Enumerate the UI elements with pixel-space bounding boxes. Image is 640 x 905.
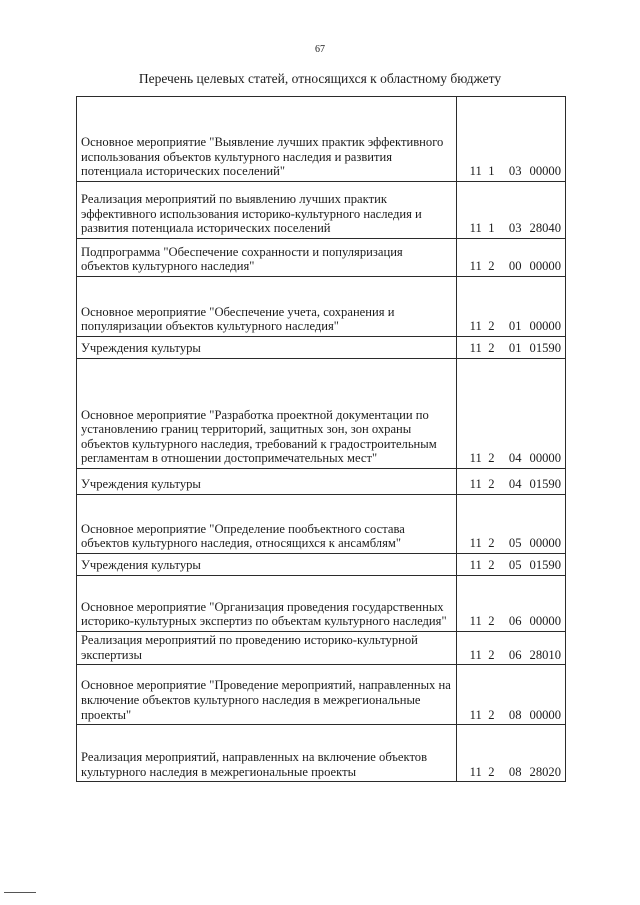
activity-code: 03 (508, 164, 522, 179)
program-code: 11 (469, 647, 482, 662)
row-code (457, 469, 566, 495)
direction-code: 01590 (529, 341, 561, 356)
subprogram-code: 2 (488, 319, 495, 334)
direction-code: 00000 (529, 614, 561, 629)
activity-code: 01 (508, 341, 522, 356)
row-code (457, 725, 566, 782)
table-row (77, 337, 566, 359)
subprogram-code: 1 (488, 221, 495, 236)
row-description: Основное мероприятие "Выявление лучших практик эффективного использования объектов культурного наследия и развития потенциала исторических поселений" (77, 97, 457, 182)
direction-code: 28020 (529, 764, 561, 779)
program-code: 11 (469, 221, 482, 236)
row-description: Учреждения культуры (77, 337, 457, 359)
activity-code: 03 (508, 221, 522, 236)
row-code (457, 495, 566, 554)
row-code (457, 182, 566, 239)
direction-code: 28010 (529, 647, 561, 662)
subprogram-code: 1 (488, 164, 495, 179)
table-row (77, 632, 566, 665)
subprogram-code: 2 (488, 451, 495, 466)
program-code: 11 (469, 536, 482, 551)
activity-code: 08 (508, 707, 522, 722)
table-row (77, 97, 566, 182)
row-code (457, 277, 566, 337)
footer-line (4, 892, 36, 893)
activity-code: 04 (508, 451, 522, 466)
program-code: 11 (469, 259, 482, 274)
row-description: Основное мероприятие "Обеспечение учета, сохранения и популяризации объектов культурного наследия" (77, 277, 457, 337)
table-row (77, 239, 566, 277)
table-body (77, 97, 566, 782)
row-code (457, 239, 566, 277)
program-code: 11 (469, 614, 482, 629)
table-row (77, 277, 566, 337)
direction-code: 00000 (529, 707, 561, 722)
direction-code: 01590 (529, 558, 561, 573)
activity-code: 00 (508, 259, 522, 274)
subprogram-code: 2 (488, 764, 495, 779)
row-description: Основное мероприятие "Определение пообъектного состава объектов культурного наследия, относящихся к ансамблям" (77, 495, 457, 554)
row-description: Учреждения культуры (77, 469, 457, 495)
activity-code: 06 (508, 614, 522, 629)
row-code (457, 97, 566, 182)
activity-code: 04 (508, 477, 522, 492)
program-code: 11 (469, 319, 482, 334)
target-articles-table (76, 96, 566, 782)
table-row (77, 576, 566, 632)
direction-code: 28040 (529, 221, 561, 236)
row-code (457, 337, 566, 359)
row-description: Основное мероприятие "Организация проведения государственных историко-культурных экспертиз по объектам культурного наследия" (77, 576, 457, 632)
row-code (457, 576, 566, 632)
row-code (457, 632, 566, 665)
subprogram-code: 2 (488, 477, 495, 492)
program-code: 11 (469, 558, 482, 573)
row-description: Основное мероприятие "Проведение мероприятий, направленных на включение объектов культурного наследия в межрегиональные проекты" (77, 665, 457, 725)
table-row (77, 469, 566, 495)
direction-code: 00000 (529, 164, 561, 179)
activity-code: 01 (508, 319, 522, 334)
page-number: 67 (315, 44, 325, 55)
row-description: Учреждения культуры (77, 554, 457, 576)
subprogram-code: 2 (488, 341, 495, 356)
subprogram-code: 2 (488, 707, 495, 722)
subprogram-code: 2 (488, 259, 495, 274)
direction-code: 00000 (529, 259, 561, 274)
table-row (77, 182, 566, 239)
activity-code: 05 (508, 558, 522, 573)
table-row (77, 665, 566, 725)
subprogram-code: 2 (488, 558, 495, 573)
subprogram-code: 2 (488, 614, 495, 629)
row-description: Реализация мероприятий по проведению историко-культурной экспертизы (77, 632, 457, 665)
row-description: Подпрограмма "Обеспечение сохранности и популяризация объектов культурного наследия" (77, 239, 457, 277)
program-code: 11 (469, 764, 482, 779)
subprogram-code: 2 (488, 536, 495, 551)
row-description: Реализация мероприятий, направленных на включение объектов культурного наследия в межрегиональные проекты (77, 725, 457, 782)
row-code (457, 359, 566, 469)
program-code: 11 (469, 707, 482, 722)
row-description: Реализация мероприятий по выявлению лучших практик эффективного использования историко-культурного наследия и развития потенциала исторических поселений (77, 182, 457, 239)
activity-code: 08 (508, 764, 522, 779)
program-code: 11 (469, 164, 482, 179)
direction-code: 00000 (529, 319, 561, 334)
program-code: 11 (469, 477, 482, 492)
row-code (457, 554, 566, 576)
subprogram-code: 2 (488, 647, 495, 662)
row-code (457, 665, 566, 725)
row-description: Основное мероприятие "Разработка проектной документации по установлению границ территорий, защитных зон, зон охраны объектов культурного наследия, требований к градостроительным регламентам в отношении достопримечательных мест" (77, 359, 457, 469)
program-code: 11 (469, 341, 482, 356)
program-code: 11 (469, 451, 482, 466)
direction-code: 01590 (529, 477, 561, 492)
activity-code: 05 (508, 536, 522, 551)
table-row (77, 554, 566, 576)
table-row (77, 725, 566, 782)
table-row (77, 495, 566, 554)
activity-code: 06 (508, 647, 522, 662)
direction-code: 00000 (529, 536, 561, 551)
direction-code: 00000 (529, 451, 561, 466)
table-row (77, 359, 566, 469)
document-title: Перечень целевых статей, относящихся к областному бюджету (138, 71, 502, 86)
